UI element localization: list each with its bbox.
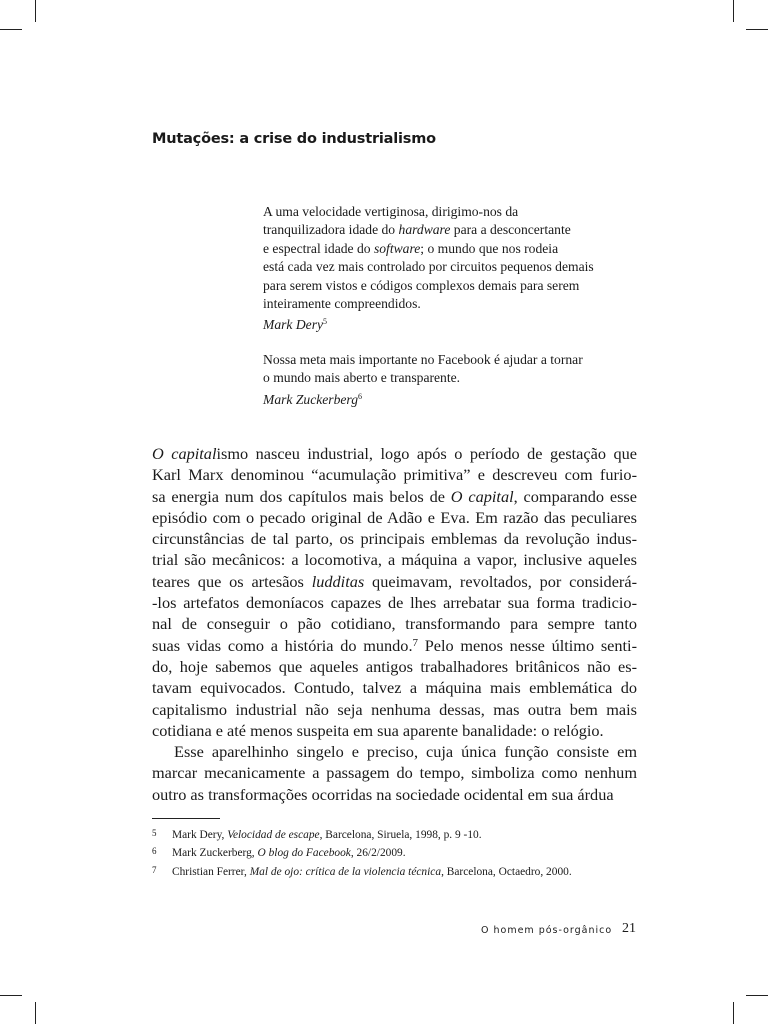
epigraph-line (263, 221, 643, 239)
crop-mark (733, 1002, 734, 1024)
body-line: nal de conseguir o pão cotidiano, transformando para sempre tanto (152, 614, 637, 634)
footnote (152, 844, 652, 862)
body-line: trial são mecânicos: a locomotiva, a máquina a vapor, inclusive aqueles (152, 550, 637, 570)
crop-mark (0, 29, 22, 30)
epigraph (263, 351, 643, 409)
body-line: capitalismo industrial não seja nenhuma dessas, mas outra bem mais (152, 699, 637, 719)
chapter-title: Mutações: a crise do industrialismo (152, 131, 436, 147)
epigraph-text (263, 351, 643, 388)
epigraph-line (263, 240, 643, 258)
footnote-number: 7 (152, 864, 157, 875)
text-run: ; o mundo que nos rodeia (420, 240, 559, 256)
footnote-number: 6 (152, 846, 157, 857)
epigraph-author (263, 391, 643, 409)
body-line: marcar mecanicamente a passagem do tempo, simboliza como nenhum (152, 763, 637, 783)
footnote-number: 5 (152, 828, 157, 838)
text-italic: ludditas (311, 571, 365, 591)
text-run: e espectral idade do (263, 240, 374, 256)
footnotes (152, 826, 652, 881)
crop-mark (746, 29, 768, 30)
body-line: outro as transformações ocorridas na sociedade ocidental em sua árdua (152, 784, 614, 804)
text-run: para a desconcertante (450, 222, 571, 238)
crop-mark (35, 0, 36, 22)
footnote (152, 863, 652, 881)
footnote-rule (152, 818, 220, 819)
footnote-ref: 6 (358, 391, 363, 401)
running-footer: O homem pós-orgânico (481, 925, 613, 936)
text-run: tranquilizadora idade do (263, 222, 399, 238)
text-italic: Mal de ojo: crítica de la violencia técnica (249, 865, 442, 878)
body-line: cotidiana e até menos suspeita em sua aparente banalidade: o relógio. (152, 720, 604, 740)
epigraph-line: para serem vistos e códigos complexos demais para serem (263, 277, 580, 293)
footnote-text: Mark Dery, Velocidad de escape, Barcelona, Siruela, 1998, p. 9 -10. (172, 829, 482, 841)
page-number: 21 (622, 921, 636, 936)
body-line: -los artefatos demoníacos capazes de lhes arrebatar sua forma tradicio- (152, 593, 637, 613)
footnote-text: Mark Zuckerberg, O blog do Facebook, 26/2/2009. (172, 847, 406, 860)
text-italic: software (373, 240, 421, 256)
body-line: teares que os artesãos ludditas queimavam, revoltados, por considerá- (152, 571, 637, 591)
body-line: circunstâncias de tal parto, os principais emblemas da revolução indus- (152, 529, 637, 549)
epigraphs (263, 203, 643, 409)
body-line: suas vidas como a história do mundo.$^7$ Pelo menos nesse último senti- (152, 635, 637, 655)
footnote-ref: 5 (323, 317, 328, 327)
body-line: tavam equivocados. Contudo, talvez a máquina mais emblemática do (152, 678, 637, 698)
body-line: Karl Marx denominou “acumulação primitiva” e descreveu com furio- (152, 465, 637, 485)
body-line: episódio com o pecado original de Adão e Eva. Em razão das peculiares (152, 507, 637, 527)
body-text (152, 443, 637, 805)
epigraph-line: Nossa meta mais importante no Facebook é ajudar a tornar (263, 351, 583, 367)
body-line: sa energia num dos capítulos mais belos de O capital, comparando esse (152, 486, 637, 506)
epigraph-line: está cada vez mais controlado por circuitos pequenos demais (263, 259, 594, 275)
crop-mark (733, 0, 734, 22)
body-line: O capitalismo nasceu industrial, logo após o período de gestação que (152, 444, 637, 463)
epigraph (263, 203, 643, 335)
author-name: Mark Dery (263, 317, 324, 333)
crop-mark (746, 995, 768, 996)
epigraph-text (263, 203, 643, 313)
epigraph-line: A uma velocidade vertiginosa, dirigimo-nos da (263, 204, 519, 219)
epigraph-author (263, 316, 643, 334)
crop-mark (0, 995, 22, 996)
body-line: do, hoje sabemos que aqueles antigos trabalhadores britânicos não es- (152, 656, 637, 676)
footnote-text: Christian Ferrer, Mal de ojo: crítica de la violencia técnica, Barcelona, Octaedro, 2000. (172, 865, 572, 878)
text-italic: O blog do Facebook (257, 847, 351, 860)
epigraph-line: inteiramente compreendidos. (263, 296, 421, 312)
text-italic: O capital (450, 486, 514, 506)
text-italic: Velocidad de escape (227, 829, 320, 841)
text-italic: hardware (398, 222, 451, 238)
crop-mark (35, 1002, 36, 1024)
author-name: Mark Zuckerberg (263, 391, 359, 407)
footnote (152, 826, 652, 844)
epigraph-line: o mundo mais aberto e transparente. (263, 370, 461, 386)
body-line: Esse aparelhinho singelo e preciso, cuja única função consiste em (174, 742, 637, 762)
footnote-ref: 7 (412, 636, 419, 649)
text-italic: O capital (152, 444, 217, 463)
